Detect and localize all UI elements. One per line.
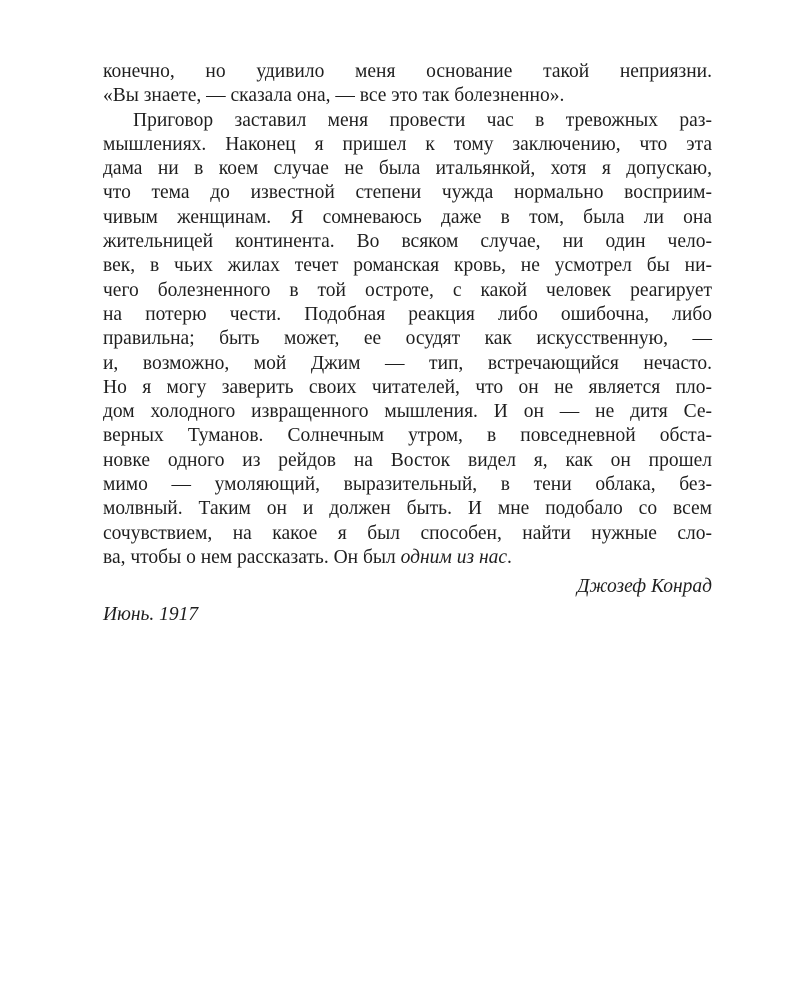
paragraph-2-line-1: Приговор заставил меня провести час в тревожных раз- <box>133 109 712 131</box>
paragraph-2-line-6: жительницей континента. Во всяком случае, ни один чело- <box>103 231 712 253</box>
paragraph-2-line-14: верных Туманов. Солнечным утром, в повседневной обста- <box>103 425 712 447</box>
paragraph-2-line-17: молвный. Таким он и должен быть. И мне подобало со всем <box>103 498 712 520</box>
paragraph-2-line-15: новке одного из рейдов на Восток видел я, как он прошел <box>103 449 712 471</box>
paragraph-2-line-7: век, в чьих жилах течет романская кровь, не усмотрел бы ни- <box>103 255 712 277</box>
paragraph-2-line-16: мимо — умоляющий, выразительный, в тени облака, без- <box>103 474 712 496</box>
paragraph-1-line-1: конечно, но удивило меня основание такой неприязни. <box>103 61 712 82</box>
paragraph-2-line-13: дом холодного извращенного мышления. И он — не дитя Се- <box>103 401 712 423</box>
paragraph-2-final-line <box>103 546 712 570</box>
paragraph-2-line-12: Но я могу заверить своих читателей, что он не является пло- <box>103 376 712 398</box>
author-signature: Джозеф Конрад <box>576 576 712 598</box>
paragraph-2-line-8: чего болезненного в той остроте, с какой человек реагирует <box>103 279 712 301</box>
paragraph-2-line-9: на потерю чести. Подобная реакция либо ошибочна, либо <box>103 303 712 325</box>
paragraph-2-line-18: сочувствием, на какое я был способен, найти нужные сло- <box>103 522 712 544</box>
paragraph-2-line-11: и, возможно, мой Джим — тип, встречающийся нечасто. <box>103 352 712 374</box>
paragraph-2-line-5: чивым женщинам. Я сомневаюсь даже в том, была ли она <box>103 206 712 228</box>
paragraph-2-line-10: правильна; быть может, ее осудят как искусственную, — <box>103 328 712 350</box>
paragraph-1-line-2: «Вы знаете, — сказала она, — все это так болезненно». <box>103 85 565 107</box>
final-line-start: ва, чтобы о нем рассказать. Он был <box>103 546 401 568</box>
paragraph-2-line-4: что тема до известной степени чужда нормально восприим- <box>103 182 712 204</box>
date-line: Июнь. 1917 <box>103 603 199 625</box>
text-block <box>103 60 712 627</box>
final-line-end: . <box>507 546 512 568</box>
paragraph-2-line-3: дама ни в коем случае не была итальянкой, хотя я допускаю, <box>103 158 712 180</box>
final-line-italic: одним из нас <box>400 546 508 568</box>
paragraph-2-line-2: мышлениях. Наконец я пришел к тому заключению, что эта <box>103 133 712 155</box>
